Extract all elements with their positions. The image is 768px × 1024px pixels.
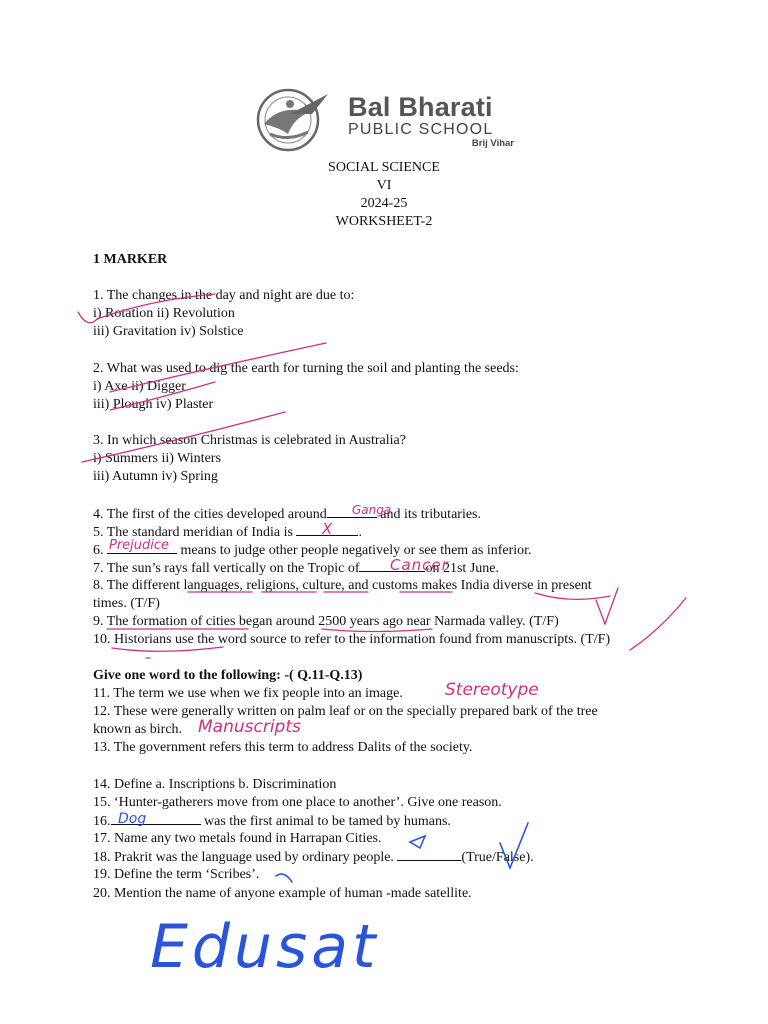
section-heading-1-marker: 1 MARKER: [93, 252, 168, 267]
handwritten-answer-q4: Ganga: [352, 503, 392, 517]
question-1-options-a: i) Rotation ii) Revolution: [93, 306, 235, 321]
question-18-text-end: (True/False).: [461, 850, 534, 865]
question-17: 17. Name any two metals found in Harrapan Cities.: [93, 831, 382, 846]
question-15: 15. ‘Hunter-gatherers move from one place to another’. Give one reason.: [93, 795, 502, 810]
question-2-options-b: iii) Plough iv) Plaster: [93, 397, 214, 412]
question-16-text: 16.: [93, 814, 111, 829]
mark-q17: [410, 836, 425, 848]
question-2: 2. What was used to dig the earth for turning the soil and planting the seeds:: [93, 361, 519, 376]
question-2-options-a: i) Axe ii) Digger: [93, 379, 186, 394]
question-1-options-b: iii) Gravitation iv) Solstice: [93, 324, 244, 339]
question-16: [93, 812, 451, 831]
subject-title: SOCIAL SCIENCE: [328, 160, 440, 175]
question-5-text-end: .: [358, 525, 362, 540]
school-brand: [348, 92, 514, 150]
question-3-options-a: i) Summers ii) Winters: [93, 451, 221, 466]
tick-q10: [630, 598, 686, 650]
handwritten-answer-q11: Stereotype: [445, 680, 539, 700]
handwritten-answer-q7: Cancer: [390, 556, 449, 574]
section-heading-one-word: Give one word to the following: -( Q.11-Q.13): [93, 668, 363, 683]
handwritten-answer-q12: Manuscripts: [198, 717, 301, 737]
class-title: VI: [376, 178, 392, 193]
question-20: 20. Mention the name of anyone example of human -made satellite.: [93, 886, 472, 901]
question-9: 9. The formation of cities began around 2500 years ago near Narmada valley. (T/F): [93, 614, 559, 629]
question-18-text: 18. Prakrit was the language used by ordinary people.: [93, 850, 398, 865]
handwritten-signature: Edusat: [150, 912, 380, 982]
school-emblem-icon: [250, 84, 340, 154]
question-6-text-end: means to judge other people negatively or see them as inferior.: [177, 543, 532, 558]
question-8-line-2: times. (T/F): [93, 596, 160, 611]
question-12-line-1: 12. These were generally written on palm leaf or on the specially prepared bark of the tree: [93, 704, 598, 719]
question-11: 11. The term we use when we fix people into an image.: [93, 686, 403, 701]
question-4: [93, 505, 481, 524]
question-10: 10. Historians use the word source to refer to the information found from manuscripts. (T/F): [93, 632, 611, 647]
question-13: 13. The government refers this term to address Dalits of the society.: [93, 740, 473, 755]
question-19: 19. Define the term ‘Scribes’.: [93, 867, 260, 882]
question-16-text-end: was the first animal to be tamed by humans.: [200, 814, 451, 829]
worksheet-title: WORKSHEET-2: [335, 214, 433, 229]
answer-blank: [397, 848, 461, 861]
session-title: 2024-25: [360, 196, 408, 211]
question-5-text: 5. The standard meridian of India is: [93, 525, 297, 540]
school-name: Bal Bharati: [348, 92, 493, 122]
handwritten-answer-q5: X: [322, 520, 333, 538]
mark-q19: [276, 874, 292, 882]
question-12-line-2: known as birch.: [93, 722, 183, 737]
school-type: PUBLIC SCHOOL: [348, 121, 494, 138]
question-3: 3. In which season Christmas is celebrated in Australia?: [93, 433, 406, 448]
tick-q8: [596, 588, 618, 624]
question-1: 1. The changes in the day and night are due to:: [93, 288, 355, 303]
question-6-text: 6.: [93, 543, 107, 558]
question-7-text-end: on 21st June.: [425, 561, 499, 576]
handwritten-answer-q6: Prejudice: [109, 538, 170, 553]
question-8-line-1: 8. The different languages, religions, culture, and customs makes India diverse in present: [93, 578, 592, 593]
question-18: [93, 848, 534, 867]
question-3-options-b: iii) Autumn iv) Spring: [93, 469, 218, 484]
handwritten-answer-q16: Dog: [118, 811, 147, 827]
question-4-text: 4. The first of the cities developed around: [93, 507, 327, 522]
school-branch: Brij Vihar: [471, 138, 514, 149]
question-4-text-end: and its tributaries.: [376, 507, 481, 522]
question-14: 14. Define a. Inscriptions b. Discrimination: [93, 777, 337, 792]
question-7-text: 7. The sun’s rays fall vertically on the Tropic of: [93, 561, 360, 576]
